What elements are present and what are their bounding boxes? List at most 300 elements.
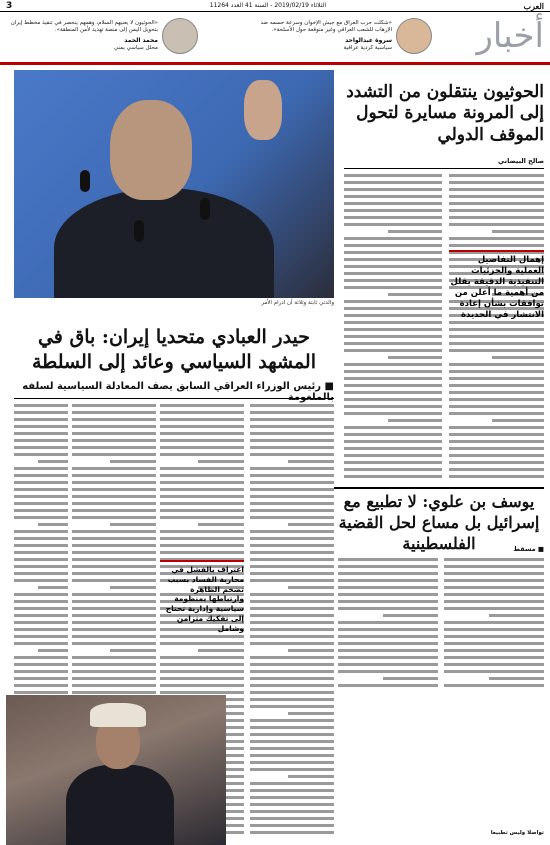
text-line [72, 495, 156, 498]
text-line [449, 363, 544, 366]
text-line [444, 684, 544, 687]
text-line [250, 684, 334, 687]
text-line [449, 468, 544, 471]
text-line [449, 426, 544, 429]
text-line [14, 691, 68, 694]
text-line [344, 251, 442, 254]
text-line [14, 474, 68, 477]
text-line [250, 733, 334, 736]
text-line [160, 509, 244, 512]
headline-bin-alawi: يوسف بن علوي: لا تطبيع مع إسرائيل بل مساع لحل القضية الفلسطينية [338, 492, 540, 553]
text-line [72, 411, 156, 414]
figure-body [54, 188, 274, 298]
subhead: ■ رئيس الوزراء العراقي السابق يصف المعادلة السياسية لسلفه [22, 381, 334, 392]
text-line [444, 656, 544, 659]
text-line [72, 481, 156, 484]
byline: صالح البيضاني [498, 157, 544, 165]
text-line [344, 209, 442, 212]
text-line [14, 425, 68, 428]
text-line [14, 565, 68, 568]
text-line [160, 691, 244, 694]
text-line [338, 565, 438, 568]
text-line [250, 656, 334, 659]
text-line [14, 502, 68, 505]
text-line [160, 551, 244, 554]
text-line [344, 335, 442, 338]
text-line [344, 363, 442, 366]
headline-houthis: الحوثيون ينتقلون من التشدد إلى المرونة مسايرة لتحول الموقف الدولي [346, 82, 544, 145]
text-line [250, 446, 334, 449]
text-line [72, 600, 156, 603]
text-line [338, 642, 438, 645]
text-line [449, 370, 544, 373]
text-line [72, 558, 156, 561]
text-line [14, 537, 68, 540]
text-line [72, 425, 156, 428]
text-line [444, 572, 544, 575]
text-line [388, 230, 442, 233]
text-line [38, 586, 68, 589]
text-line [338, 600, 438, 603]
figure-hand [244, 80, 282, 140]
text-line [14, 614, 68, 617]
text-line [160, 495, 244, 498]
text-line [250, 726, 334, 729]
text-line [338, 586, 438, 589]
text-line [449, 237, 544, 240]
text-line [250, 642, 334, 645]
text-line [14, 670, 68, 673]
text-line [444, 628, 544, 631]
text-line [344, 468, 442, 471]
text-line [489, 614, 544, 617]
text-line [14, 467, 68, 470]
text-line [344, 426, 442, 429]
text-line [160, 488, 244, 491]
article-body-column [344, 172, 442, 482]
text-line [250, 551, 334, 554]
rule [14, 398, 334, 399]
text-line [449, 454, 544, 457]
text-line [444, 586, 544, 589]
text-line [160, 453, 244, 456]
text-line [344, 475, 442, 478]
text-line [383, 677, 438, 680]
text-line [250, 425, 334, 428]
text-line [449, 244, 544, 247]
text-line [449, 440, 544, 443]
text-line [110, 460, 156, 463]
text-line [160, 418, 244, 421]
text-line [72, 537, 156, 540]
text-line [344, 370, 442, 373]
photo-caption: تواصلا وليس تطبيعا [490, 830, 544, 836]
text-line [250, 796, 334, 799]
text-line [344, 314, 442, 317]
text-line [160, 635, 244, 638]
text-line [338, 572, 438, 575]
text-line [72, 530, 156, 533]
text-line [250, 495, 334, 498]
quote-text: «الحوثيون لا يعنيهم السلام، وهمهم ينحصر في تنفيذ مخطط إيران بتحويل اليمن إلى منصة تهديد لأمن المنطقة». [10, 19, 158, 34]
text-line [72, 656, 156, 659]
text-line [449, 195, 544, 198]
text-line [449, 209, 544, 212]
text-line [250, 614, 334, 617]
text-line [250, 572, 334, 575]
text-line [338, 579, 438, 582]
text-line [110, 649, 156, 652]
text-line [250, 530, 334, 533]
masthead [0, 0, 550, 12]
text-line [72, 502, 156, 505]
text-line [250, 474, 334, 477]
text-line [72, 551, 156, 554]
text-line [338, 628, 438, 631]
text-line [250, 803, 334, 806]
figure-body [66, 765, 174, 845]
text-line [250, 635, 334, 638]
text-line [250, 502, 334, 505]
text-line [444, 600, 544, 603]
section-title: أخبار [476, 16, 544, 56]
text-line [72, 474, 156, 477]
text-line [14, 635, 68, 638]
text-line [344, 391, 442, 394]
quote-author: سروة عبدالواحد [345, 36, 392, 44]
text-line [344, 223, 442, 226]
text-line [383, 614, 438, 617]
text-line [449, 216, 544, 219]
text-line [250, 418, 334, 421]
text-line [250, 754, 334, 757]
text-line [344, 272, 442, 275]
text-line [449, 188, 544, 191]
text-line [160, 656, 244, 659]
text-line [160, 502, 244, 505]
text-line [250, 544, 334, 547]
text-line [14, 411, 68, 414]
text-line [72, 418, 156, 421]
text-line [250, 831, 334, 834]
text-line [14, 418, 68, 421]
text-line [449, 391, 544, 394]
text-line [72, 544, 156, 547]
text-line [444, 649, 544, 652]
text-line [344, 195, 442, 198]
text-line [250, 481, 334, 484]
text-line [72, 432, 156, 435]
text-line [14, 509, 68, 512]
text-line [344, 447, 442, 450]
text-line [160, 467, 244, 470]
text-line [14, 663, 68, 666]
avatar [162, 18, 198, 54]
text-line [444, 635, 544, 638]
text-line [72, 593, 156, 596]
text-line [14, 572, 68, 575]
text-line [492, 230, 544, 233]
text-line [198, 523, 244, 526]
text-line [250, 719, 334, 722]
text-line [72, 628, 156, 631]
issue-info: الثلاثاء 2019/02/19 - السنة 41 العدد 11264 [209, 2, 327, 9]
text-line [14, 628, 68, 631]
text-line [449, 328, 544, 331]
text-line [160, 481, 244, 484]
text-line [14, 677, 68, 680]
text-line [72, 446, 156, 449]
text-line [288, 460, 334, 463]
page-number: 3 [6, 0, 13, 11]
text-line [160, 446, 244, 449]
text-line [250, 537, 334, 540]
text-line [444, 607, 544, 610]
text-line [110, 586, 156, 589]
text-line [14, 621, 68, 624]
text-line [72, 677, 156, 680]
headline-abadi: حيدر العبادي متحديا إيران: باق في المشهد السياسي وعائد إلى السلطة [31, 326, 317, 373]
quote-role: سياسية كردية عراقية [343, 44, 392, 51]
text-line [250, 453, 334, 456]
text-line [14, 642, 68, 645]
article-body-column [449, 172, 544, 482]
text-line [250, 439, 334, 442]
text-line [344, 300, 442, 303]
text-line [160, 642, 244, 645]
text-line [250, 705, 334, 708]
text-line [14, 551, 68, 554]
article-photo-bin-alawi [6, 695, 226, 845]
text-line [338, 670, 438, 673]
text-line [250, 404, 334, 407]
text-line [160, 684, 244, 687]
text-line [344, 216, 442, 219]
text-line [72, 488, 156, 491]
text-line [338, 649, 438, 652]
text-line [14, 432, 68, 435]
text-line [160, 474, 244, 477]
text-line [14, 684, 68, 687]
text-line [344, 454, 442, 457]
text-line [14, 607, 68, 610]
text-line [72, 579, 156, 582]
text-line [72, 663, 156, 666]
text-line [72, 670, 156, 673]
text-line [14, 481, 68, 484]
text-line [250, 768, 334, 771]
text-line [444, 670, 544, 673]
text-line [160, 670, 244, 673]
text-line [344, 265, 442, 268]
text-line [449, 321, 544, 324]
article-body-column [444, 556, 544, 692]
text-line [344, 202, 442, 205]
text-line [160, 544, 244, 547]
text-line [449, 174, 544, 177]
text-line [14, 656, 68, 659]
text-line [288, 775, 334, 778]
text-line [449, 412, 544, 415]
text-line [344, 461, 442, 464]
text-line [344, 321, 442, 324]
text-line [444, 621, 544, 624]
text-line [250, 621, 334, 624]
text-line [72, 572, 156, 575]
text-line [160, 530, 244, 533]
text-line [14, 439, 68, 442]
text-line [444, 642, 544, 645]
text-line [160, 663, 244, 666]
quote-text: «شكلت حرب العراق مع جيش الإخوان وسرعة حسمه ضد الإرهاب للشعب العراقي وغير متوقعة حول الأسلحة». [260, 19, 392, 34]
text-line [344, 342, 442, 345]
text-line [344, 440, 442, 443]
text-line [198, 460, 244, 463]
pullquote: اعتراف بالفشل في محاربة الفساد بسبب تضخم الظاهرة وارتباطها بمنظومة سياسية وإدارية تحتاج إلى تفكيك متزامن وشامل [160, 560, 244, 633]
text-line [338, 663, 438, 666]
text-line [14, 404, 68, 407]
text-line [250, 789, 334, 792]
text-line [250, 761, 334, 764]
text-line [38, 460, 68, 463]
text-line [72, 467, 156, 470]
rule [344, 168, 544, 169]
text-line [344, 405, 442, 408]
text-line [14, 446, 68, 449]
text-line [250, 411, 334, 414]
text-line [160, 516, 244, 519]
microphone-icon [134, 220, 144, 242]
text-line [38, 649, 68, 652]
text-line [14, 579, 68, 582]
text-line [250, 740, 334, 743]
text-line [250, 607, 334, 610]
text-line [344, 181, 442, 184]
text-line [338, 621, 438, 624]
text-line [388, 419, 442, 422]
text-line [14, 488, 68, 491]
pullquote: إهمال التفاصيل العملية والجزئيات التنفيذية الدقيقة يقلل من أهمية ما أعلن من توافقات بشأن إعادة الانتشار في الحديدة [449, 250, 544, 321]
text-line [344, 279, 442, 282]
text-line [444, 558, 544, 561]
text-line [344, 286, 442, 289]
figure-turban [90, 703, 146, 727]
quote-author: محمد الحمد [124, 36, 158, 44]
text-line [344, 244, 442, 247]
photo-caption: والدتي ثابتة وثلاثة أن ادرام الأمر [261, 300, 334, 306]
text-line [444, 579, 544, 582]
article-photo-abadi [14, 70, 334, 298]
text-line [72, 635, 156, 638]
text-line [250, 824, 334, 827]
article-body-column [250, 402, 334, 842]
text-line [160, 677, 244, 680]
text-line [110, 523, 156, 526]
text-line [14, 593, 68, 596]
text-line [72, 621, 156, 624]
text-line [338, 558, 438, 561]
text-line [449, 342, 544, 345]
text-line [250, 509, 334, 512]
text-line [344, 237, 442, 240]
text-line [449, 384, 544, 387]
text-line [344, 433, 442, 436]
text-line [72, 607, 156, 610]
text-line [388, 356, 442, 359]
text-line [489, 677, 544, 680]
text-line [250, 467, 334, 470]
text-line [338, 656, 438, 659]
text-line [250, 663, 334, 666]
text-line [250, 810, 334, 813]
text-line [14, 544, 68, 547]
text-line [198, 649, 244, 652]
text-line [160, 411, 244, 414]
text-line [72, 516, 156, 519]
text-line [38, 523, 68, 526]
rule [334, 487, 544, 489]
avatar [396, 18, 432, 54]
text-line [449, 377, 544, 380]
text-line [250, 628, 334, 631]
text-line [344, 174, 442, 177]
text-line [338, 635, 438, 638]
article-body-column [338, 556, 438, 692]
text-line [344, 398, 442, 401]
text-line [250, 432, 334, 435]
text-line [14, 453, 68, 456]
text-line [72, 565, 156, 568]
logo: العرب [523, 0, 544, 11]
text-line [288, 712, 334, 715]
text-line [449, 202, 544, 205]
text-line [160, 439, 244, 442]
text-line [72, 404, 156, 407]
text-line [250, 579, 334, 582]
text-line [492, 356, 544, 359]
text-line [14, 495, 68, 498]
text-line [449, 398, 544, 401]
text-line [14, 558, 68, 561]
text-line [250, 677, 334, 680]
text-line [449, 335, 544, 338]
figure-face [110, 100, 192, 200]
text-line [344, 412, 442, 415]
text-line [449, 461, 544, 464]
microphone-icon [80, 170, 90, 192]
text-line [160, 425, 244, 428]
text-line [160, 432, 244, 435]
text-line [72, 614, 156, 617]
text-line [160, 404, 244, 407]
text-line [344, 188, 442, 191]
text-line [250, 488, 334, 491]
text-line [449, 433, 544, 436]
text-line [14, 516, 68, 519]
text-line [250, 558, 334, 561]
text-line [72, 439, 156, 442]
text-line [72, 642, 156, 645]
microphone-icon [200, 198, 210, 220]
text-line [250, 516, 334, 519]
text-line [449, 447, 544, 450]
text-line [388, 293, 442, 296]
text-line [344, 307, 442, 310]
text-line [14, 600, 68, 603]
text-line [344, 349, 442, 352]
text-line [444, 593, 544, 596]
text-line [72, 684, 156, 687]
